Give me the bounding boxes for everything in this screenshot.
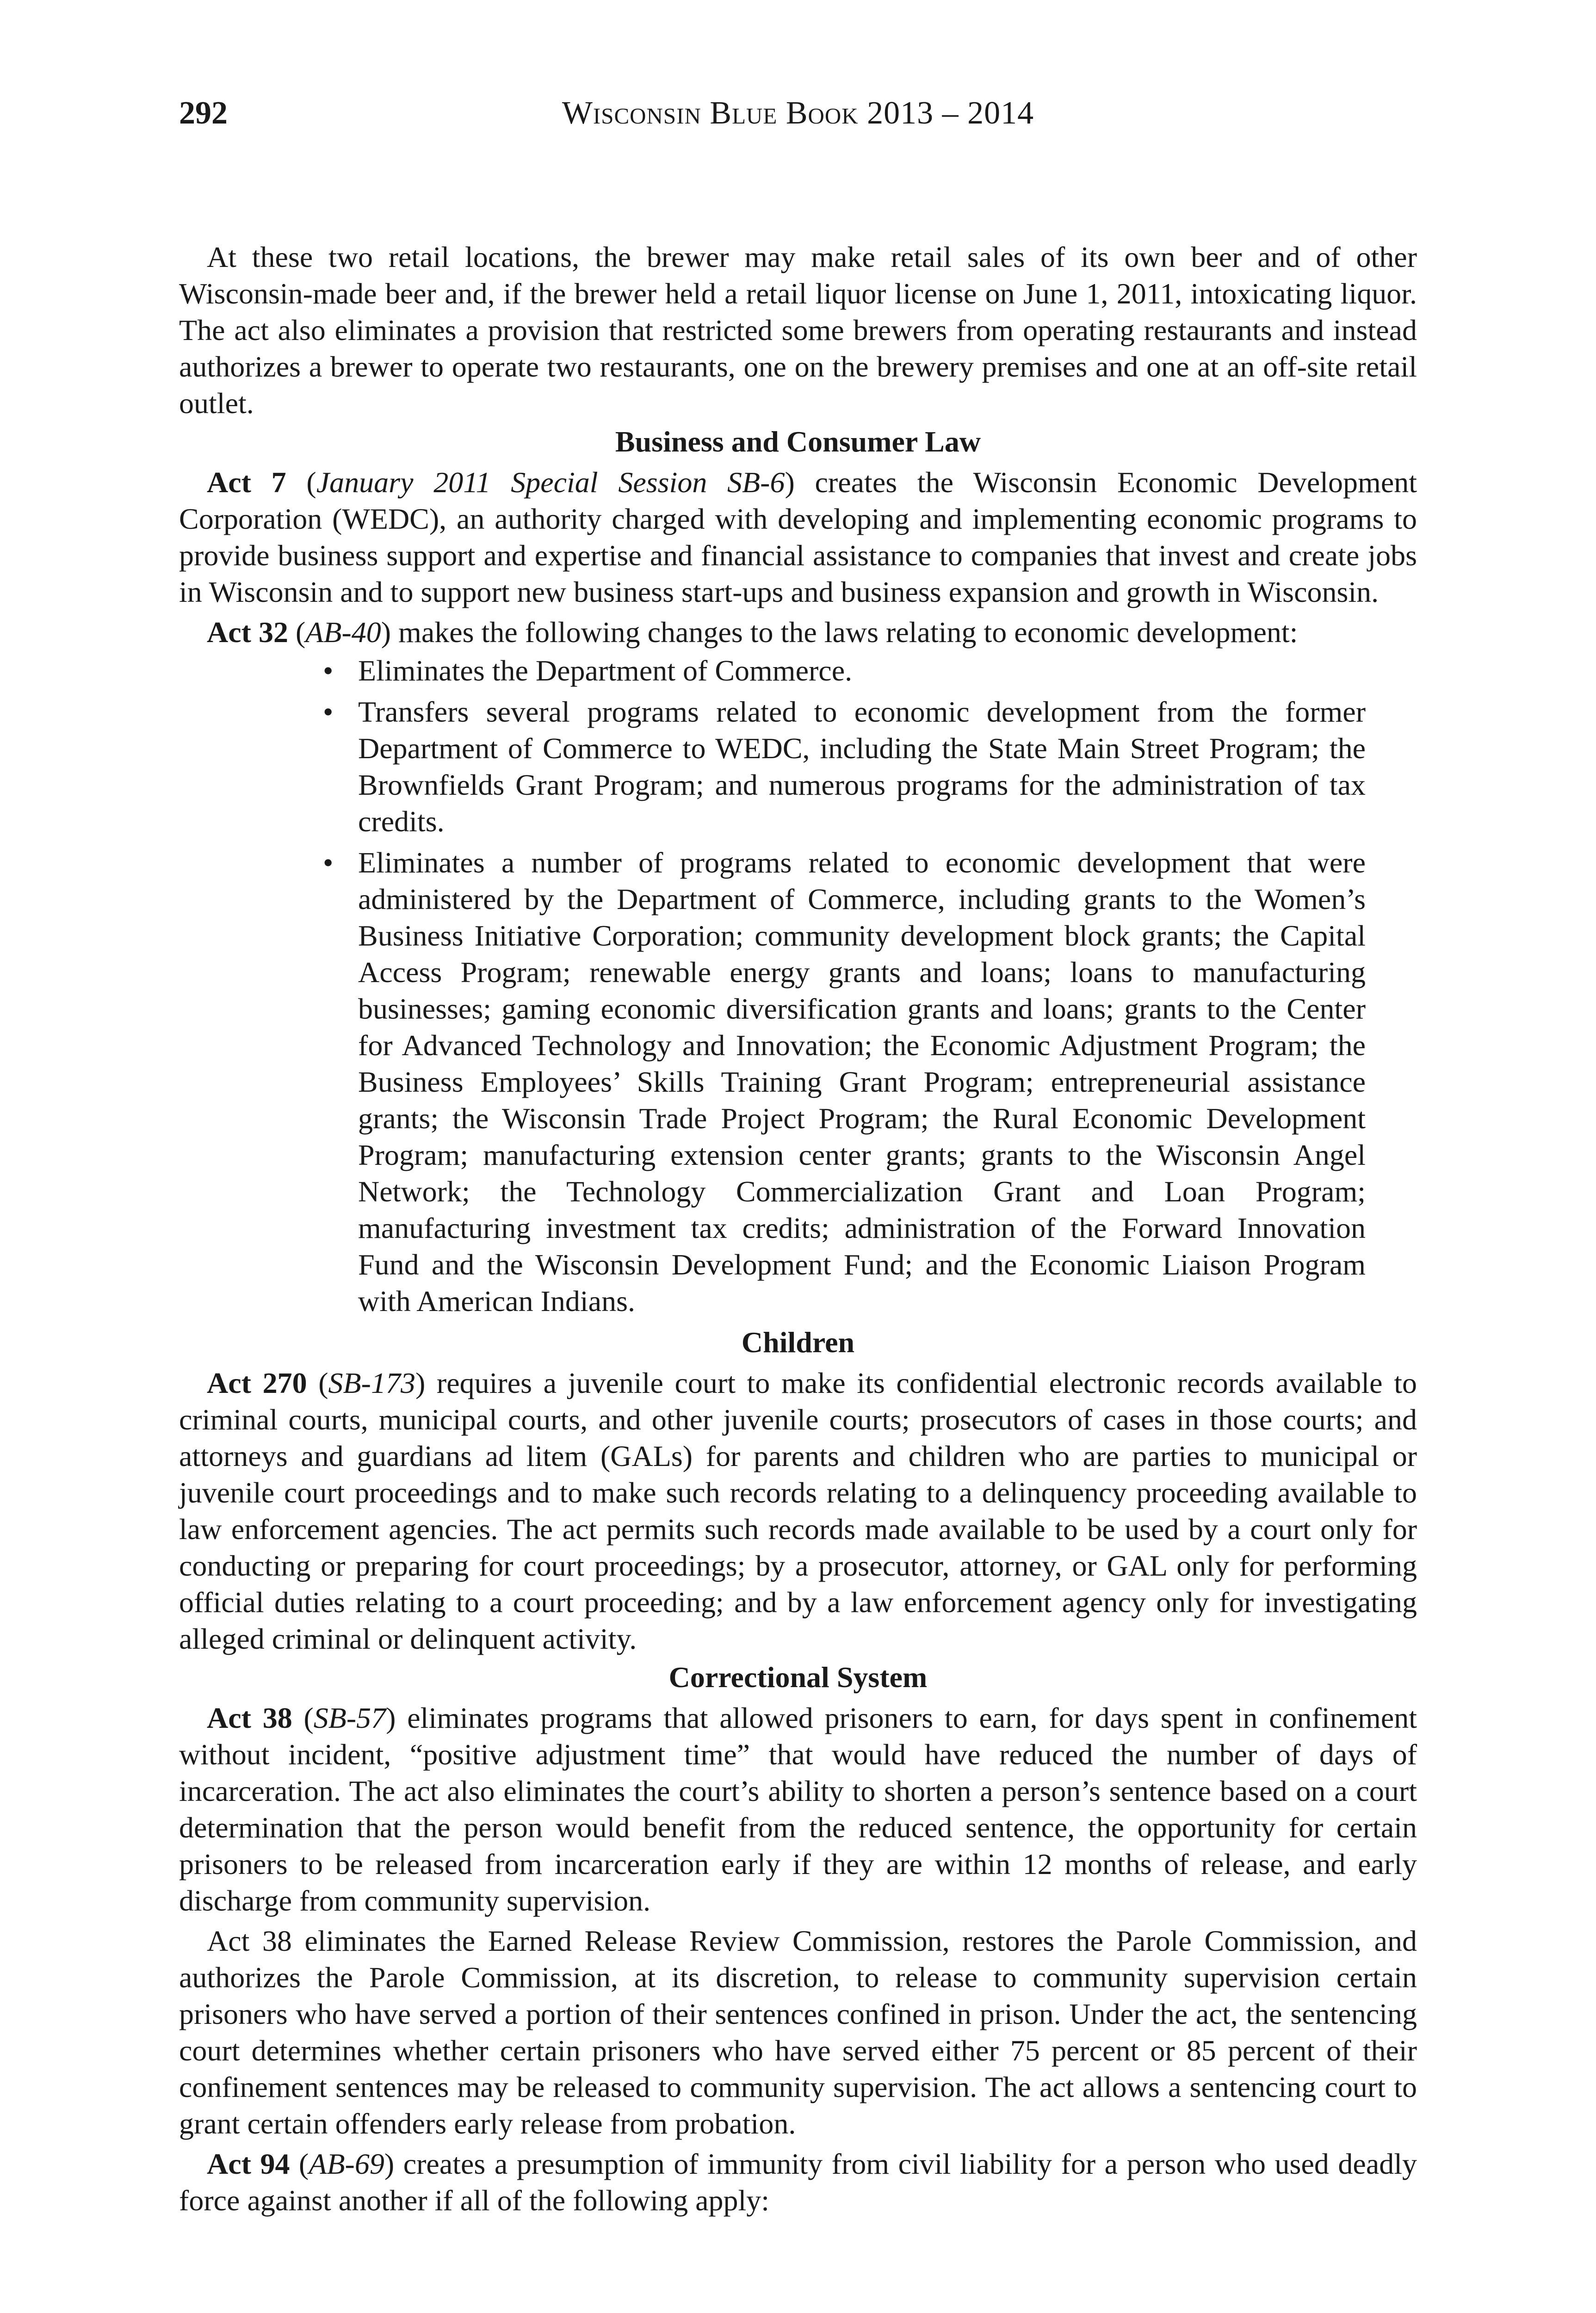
page-number: 292 [179,95,228,131]
act-7-label: Act 7 [207,466,286,499]
book-title [179,95,1417,132]
act-270-paragraph [179,1365,1417,1657]
act-94-paragraph [179,2146,1417,2219]
act-32-open-paren: ( [288,616,306,649]
act-7-citation: January 2011 Special Session SB-6 [316,466,785,499]
act-7-open-paren: ( [286,466,316,499]
bullet-item [316,693,1366,840]
act-32-bullet-list [179,652,1366,1319]
bullet-text: Eliminates a number of programs related to economic development that were administered by the Department of Commerce, including grants to the Women’s Business Initiative Corporation; community development block grants; the Capital Access Program; renewable energy grants and loans; loans to manufacturing businesses; gaming economic diversification grants and loans; grants to the Center for Advanced Technology and Innovation; the Economic Adjustment Program; the Business Employees’ Skills Training Grant Program; entrepreneurial assistance grants; the Wisconsin Trade Project Program; the Rural Economic Development Program; manufacturing extension center grants; grants to the Wisconsin Angel Network; the Technology Commercialization Grant and Loan Program; manufacturing investment tax credits; administration of the Forward Innovation Fund and the Wisconsin Development Fund; and the Economic Liaison Program with American Indians. [358,846,1366,1317]
act-38-open-paren: ( [292,1701,314,1734]
page-body [179,235,1417,2219]
act-270-label: Act 270 [207,1367,307,1399]
act-38-continuation-paragraph: Act 38 eliminates the Earned Release Review Commission, restores the Parole Commission, and authorizes the Parole Commission, at its discretion, to release to community supervision certain prisoners who have served a portion of their sentences confined in prison. Under the act, the sentencing court determines whether certain prisoners who have served either 75 percent or 85 percent of their confinement sentences may be released to community supervision. The act allows a sentencing court to grant certain offenders early release from probation. [179,1924,1417,2140]
act-38-text: ) eliminates programs that allowed prisoners to earn, for days spent in confinement without incident, “positive adjustment time” that would have reduced the number of days of incarceration. The act also eliminates the court’s ability to shorten a person’s sentence based on a court determination that the person would benefit from the reduced sentence, the opportunity for certain prisoners to be released from incarceration early if they are within 12 months of release, and early discharge from community supervision. [179,1701,1417,1917]
act-32-citation: AB-40 [305,616,381,649]
act-94-text: ) creates a presumption of immunity from civil liability for a person who used deadly force against another if all of the following apply: [179,2147,1417,2217]
act-94-label: Act 94 [207,2147,290,2180]
bullet-item [316,844,1366,1319]
bullet-icon: • [323,695,334,728]
act-94-citation: AB-69 [309,2147,384,2180]
section-heading-correctional: Correctional System [668,1661,928,1694]
act-94-open-paren: ( [290,2147,309,2180]
act-7-paragraph [179,464,1417,610]
running-head [179,95,1417,141]
book-title-text: Wisconsin Blue Book 2013 – 2014 [562,95,1034,131]
bullet-item [316,652,1366,689]
act-38-paragraph [179,1700,1417,1919]
bullet-text: Eliminates the Department of Commerce. [358,654,853,687]
intro-paragraph: At these two retail locations, the brewer may make retail sales of its own beer and of other Wisconsin-made beer and, if the brewer held a retail liquor license on June 1, 2011, intoxicating liquor. The act also eliminates a provision that restricted some brewers from operating restaurants and instead authorizes a brewer to operate two restaurants, one on the brewery premises and one at an off-site retail outlet. [179,241,1417,420]
act-270-text: ) requires a juvenile court to make its confidential electronic records available to criminal courts, municipal courts, and other juvenile courts; prosecutors of cases in those courts; and attorneys and guardians ad litem (GALs) for parents and children who are parties to municipal or juvenile court proceedings and to make such records relating to a delinquency proceeding available to law enforcement agencies. The act permits such records made available to be used by a court only for conducting or preparing for court proceedings; by a prosecutor, attorney, or GAL only for performing official duties relating to a court proceeding; and by a law enforcement agency only for investigating alleged criminal or delinquent activity. [179,1367,1417,1655]
act-38-label: Act 38 [207,1701,292,1734]
act-270-open-paren: ( [307,1367,328,1399]
act-32-paragraph [179,614,1417,650]
bullet-icon: • [323,654,334,687]
section-heading-children: Children [741,1326,855,1359]
act-32-text: ) makes the following changes to the laws relating to economic development: [381,616,1298,649]
section-heading-business: Business and Consumer Law [615,425,981,458]
bullet-text: Transfers several programs related to economic development from the former Department of Commerce to WEDC, including the State Main Street Program; the Brownfields Grant Program; and numerous programs for the administration of tax credits. [358,695,1366,838]
act-7-text: ) creates the Wisconsin Economic Development Corporation (WEDC), an authority charged with developing and implementing economic programs to provide business support and expertise and financial assistance to companies that invest and create jobs in Wisconsin and to support new business start-ups and business expansion and growth in Wisconsin. [179,466,1417,608]
act-32-label: Act 32 [207,616,288,649]
act-38-citation: SB-57 [313,1701,386,1734]
bullet-icon: • [323,846,334,879]
act-270-citation: SB-173 [328,1367,415,1399]
